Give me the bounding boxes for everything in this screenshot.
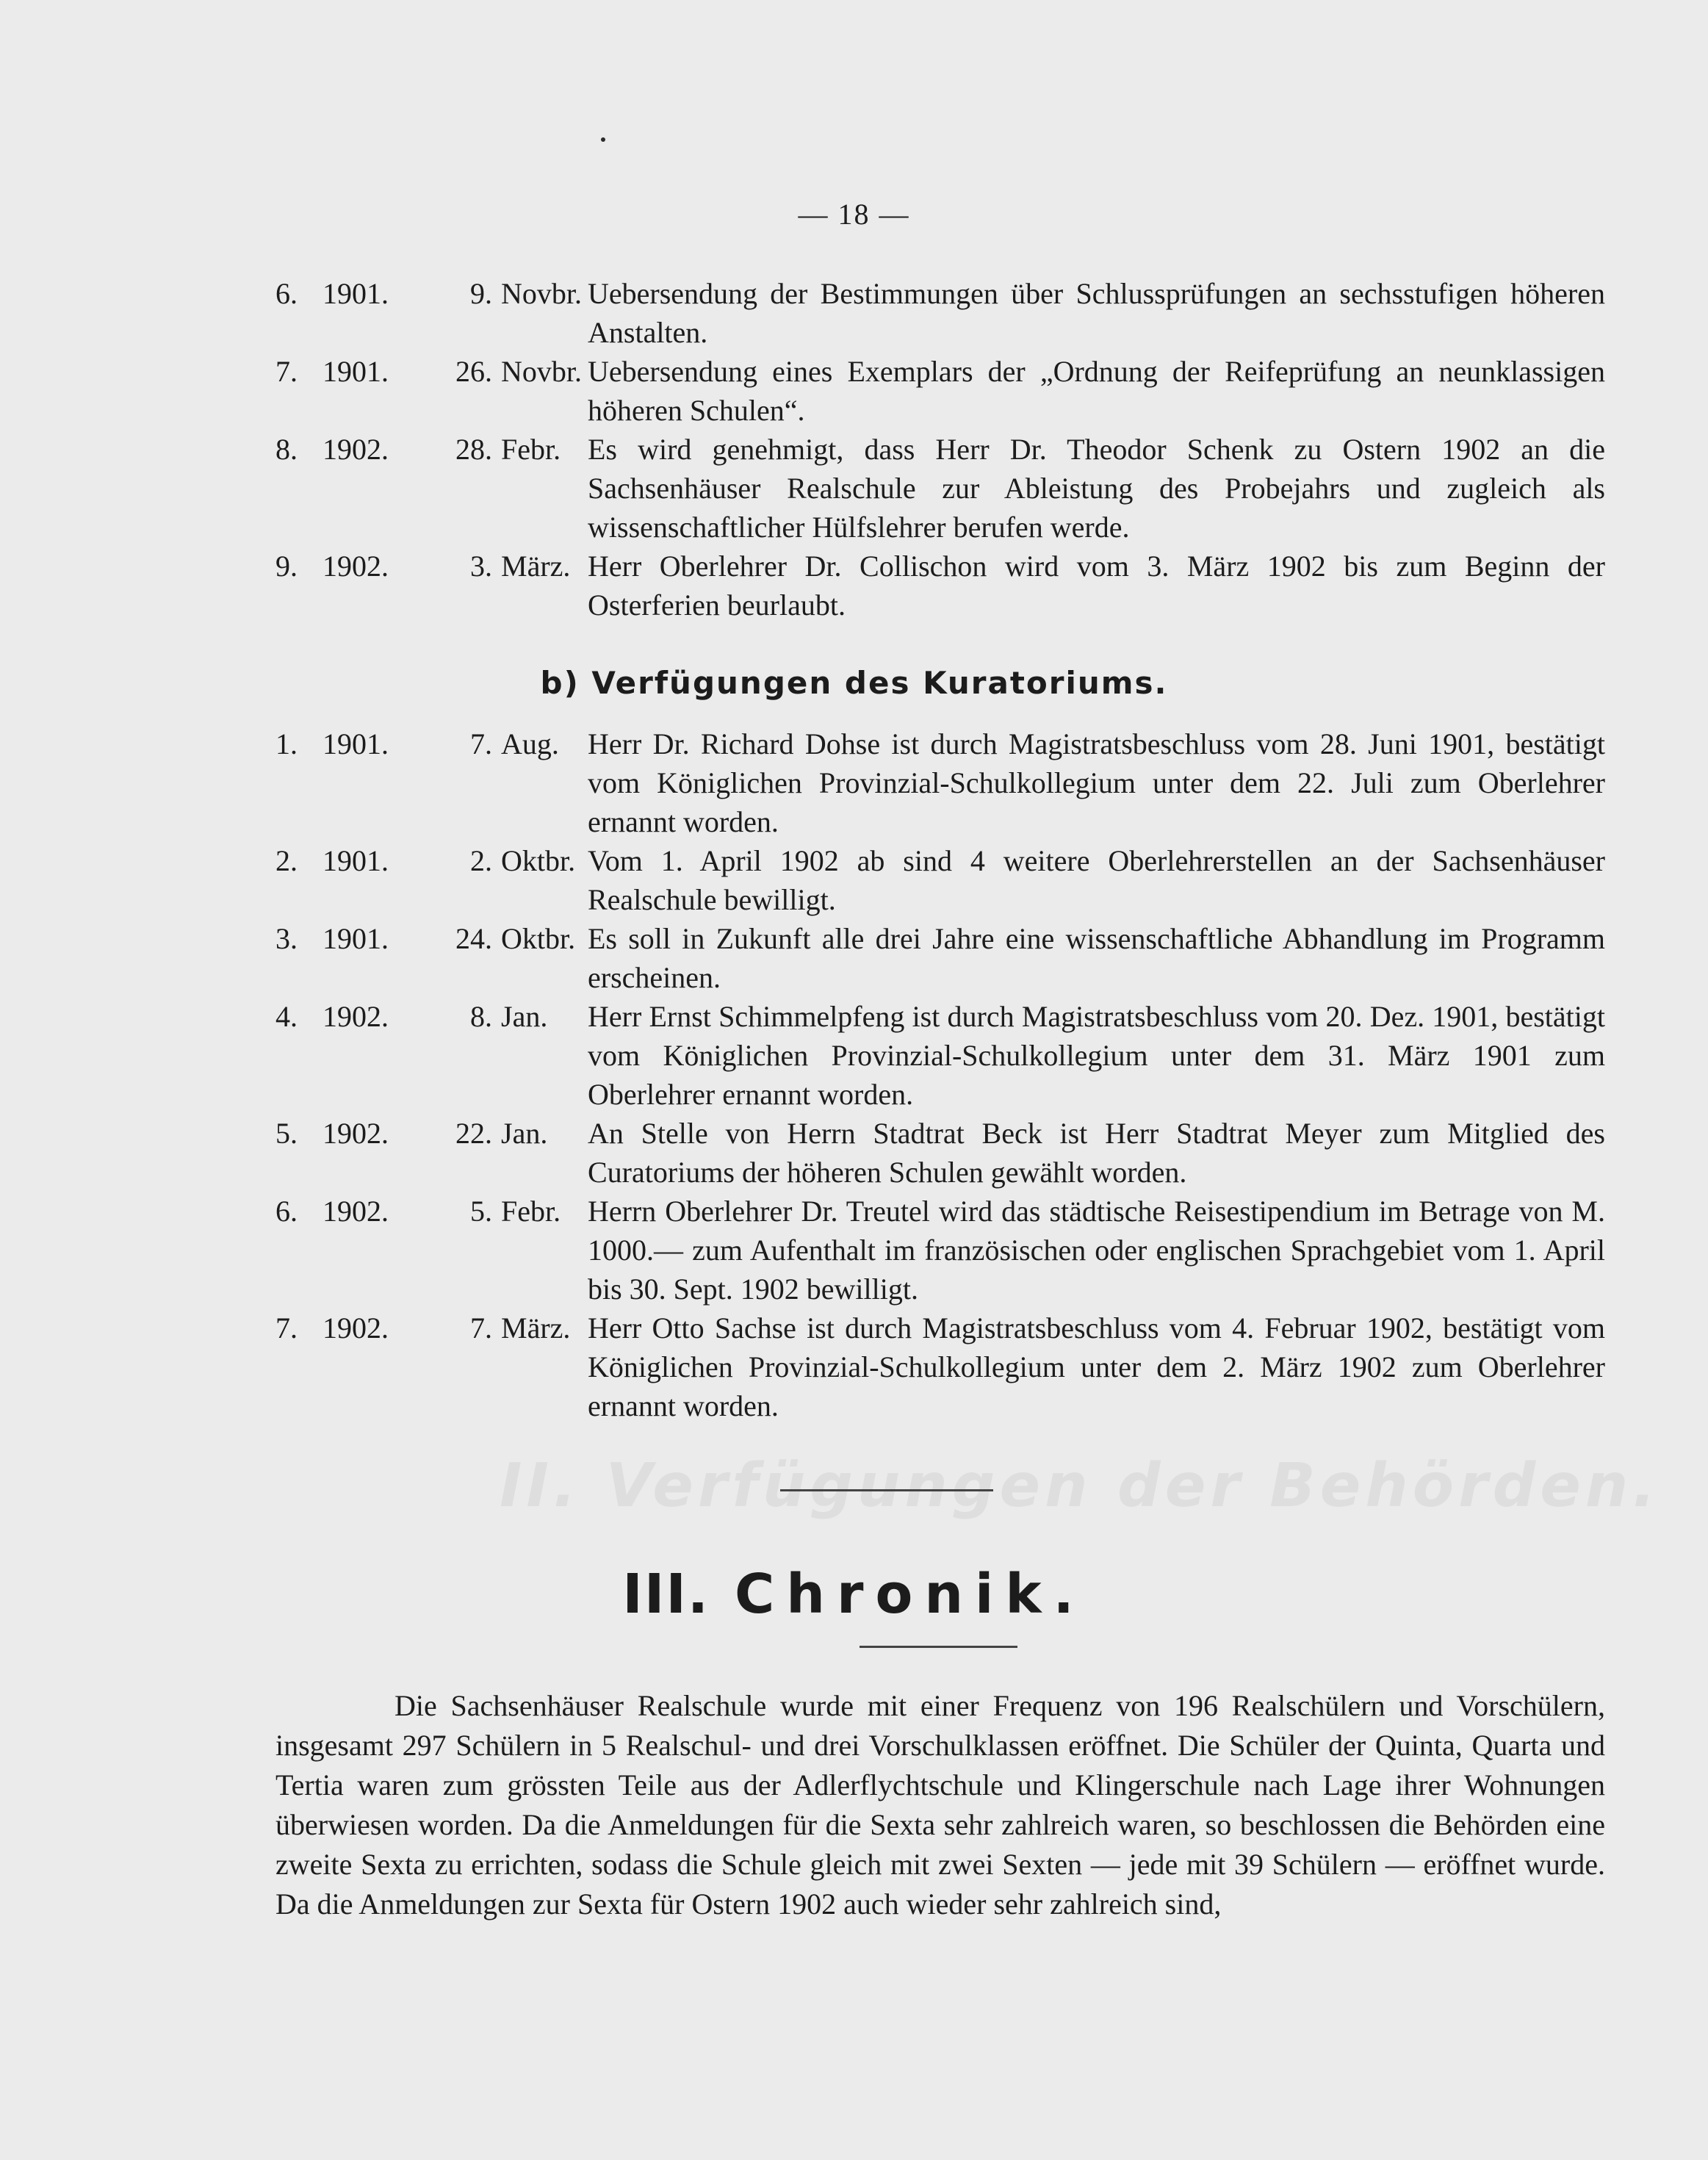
decree-entry	[275, 841, 1605, 919]
entry-month: Aug.	[501, 727, 559, 760]
entry-number: 1.	[275, 727, 298, 760]
decree-entry	[275, 997, 1605, 1114]
entry-number: 4.	[275, 1000, 298, 1033]
bleed-through-shadow: II. Verfügungen der Behörden.	[500, 1451, 1660, 1521]
entry-number: 3.	[275, 922, 298, 955]
entry-number: 7.	[275, 355, 298, 388]
entry-year: 1901.	[322, 844, 389, 877]
entry-year: 1902.	[322, 433, 389, 466]
entry-month: Jan.	[501, 1117, 548, 1150]
entry-day: 8.	[470, 1000, 492, 1033]
entry-day: 2.	[470, 844, 492, 877]
entry-year: 1902.	[322, 1195, 389, 1228]
heading-rule-upper	[780, 1489, 993, 1491]
entry-text: Es wird genehmigt, dass Herr Dr. Theodor Schenk zu Ostern 1902 an die Sachsenhäuser Realschule zur Ableistung des Probejahrs und zugleich als wissenschaftlicher Hülfslehrer berufen werde.	[588, 433, 1605, 544]
entry-year: 1902.	[322, 550, 389, 583]
entry-day: 5.	[470, 1195, 492, 1228]
entry-day: 24.	[455, 922, 492, 955]
entry-number: 5.	[275, 1117, 298, 1150]
entry-day: 7.	[470, 727, 492, 760]
entry-text: Herr Dr. Richard Dohse ist durch Magistratsbeschluss vom 28. Juni 1901, bestätigt vom Königlichen Provinzial-Schulkollegium unter dem 22. Juli zum Oberlehrer ernannt worden.	[588, 727, 1605, 838]
decree-entry	[275, 274, 1605, 352]
entry-day: 26.	[455, 355, 492, 388]
chapter-numeral: III.	[622, 1563, 710, 1626]
entry-day: 28.	[455, 433, 492, 466]
decree-entry	[275, 547, 1605, 624]
scan-speck	[601, 137, 605, 142]
entry-month: Oktbr.	[501, 922, 576, 955]
entry-year: 1902.	[322, 1311, 389, 1344]
entry-text: Vom 1. April 1902 ab sind 4 weitere Oberlehrerstellen an der Sachsenhäuser Realschule bewilligt.	[588, 844, 1605, 916]
curatorium-decrees-list	[275, 724, 1605, 1425]
entry-month: Novbr.	[501, 277, 582, 310]
entry-year: 1901.	[322, 277, 389, 310]
decree-entry	[275, 1114, 1605, 1192]
entry-year: 1902.	[322, 1117, 389, 1150]
entry-month: Novbr.	[501, 355, 582, 388]
entry-year: 1901.	[322, 355, 389, 388]
entry-text: Herr Ernst Schimmelpfeng ist durch Magistratsbeschluss vom 20. Dez. 1901, bestätigt vom Königlichen Provinzial-Schulkollegium unter dem 31. März 1901 zum Oberlehrer ernannt worden.	[588, 1000, 1605, 1111]
decree-entry	[275, 1308, 1605, 1425]
entry-number: 7.	[275, 1311, 298, 1344]
entry-day: 9.	[470, 277, 492, 310]
entry-number: 9.	[275, 550, 298, 583]
decree-entry	[275, 1192, 1605, 1308]
chapter-title: Chronik.	[735, 1563, 1086, 1626]
ministry-decrees-list	[275, 274, 1605, 624]
page-number: — 18 —	[798, 198, 910, 231]
decree-entry	[275, 724, 1605, 841]
entry-year: 1901.	[322, 727, 389, 760]
section-b-heading: b) Verfügungen des Kuratoriums.	[540, 665, 1168, 701]
entry-month: März.	[501, 550, 571, 583]
entry-month: Febr.	[501, 1195, 561, 1228]
entry-year: 1901.	[322, 922, 389, 955]
heading-rule-lower	[860, 1646, 1017, 1648]
entry-number: 8.	[275, 433, 298, 466]
entry-month: Oktbr.	[501, 844, 576, 877]
entry-text: Herrn Oberlehrer Dr. Treutel wird das städtische Reisestipendium im Betrage von M. 1000.— zum Aufenthalt im französischen oder englischen Sprachgebiet vom 1. April bis 30. Sept. 1902 bewilligt.	[588, 1195, 1605, 1306]
entry-day: 7.	[470, 1311, 492, 1344]
decree-entry	[275, 430, 1605, 547]
entry-text: Herr Oberlehrer Dr. Collischon wird vom 3. März 1902 bis zum Beginn der Osterferien beurlaubt.	[588, 550, 1605, 622]
entry-month: März.	[501, 1311, 571, 1344]
entry-day: 22.	[455, 1117, 492, 1150]
entry-number: 6.	[275, 1195, 298, 1228]
decree-entry	[275, 352, 1605, 430]
chronik-paragraph: Die Sachsenhäuser Realschule wurde mit einer Frequenz von 196 Realschülern und Vorschülern, insgesamt 297 Schülern in 5 Realschul- und drei Vorschulklassen eröffnet. Die Schüler der Quinta, Quarta und Tertia waren zum grössten Teile aus der Adlerflychtschule und Klingerschule nach Lage ihrer Wohnungen überwiesen worden. Da die Anmeldungen für die Sexta sehr zahlreich waren, so beschlossen die Behörden eine zweite Sexta zu errichten, sodass die Schule gleich mit zwei Sexten — jede mit 39 Schülern — eröffnet wurde. Da die Anmeldungen zur Sexta für Ostern 1902 auch wieder sehr zahlreich sind,	[275, 1689, 1605, 1920]
entry-text: Herr Otto Sachse ist durch Magistratsbeschluss vom 4. Februar 1902, bestätigt vom Königlichen Provinzial-Schulkollegium unter dem 2. März 1902 zum Oberlehrer ernannt worden.	[588, 1311, 1605, 1422]
entry-text: Uebersendung der Bestimmungen über Schlussprüfungen an sechsstufigen höheren Anstalten.	[588, 277, 1605, 349]
chapter-heading	[0, 1561, 1708, 1627]
entry-text: Uebersendung eines Exemplars der „Ordnung der Reifeprüfung an neunklassigen höheren Schulen“.	[588, 355, 1605, 427]
entry-text: An Stelle von Herrn Stadtrat Beck ist Herr Stadtrat Meyer zum Mitglied des Curatoriums der höheren Schulen gewählt worden.	[588, 1117, 1605, 1189]
entry-day: 3.	[470, 550, 492, 583]
entry-year: 1902.	[322, 1000, 389, 1033]
decree-entry	[275, 919, 1605, 997]
entry-month: Jan.	[501, 1000, 548, 1033]
entry-number: 2.	[275, 844, 298, 877]
entry-text: Es soll in Zukunft alle drei Jahre eine wissenschaftliche Abhandlung im Programm erscheinen.	[588, 922, 1605, 994]
entry-number: 6.	[275, 277, 298, 310]
entry-month: Febr.	[501, 433, 561, 466]
